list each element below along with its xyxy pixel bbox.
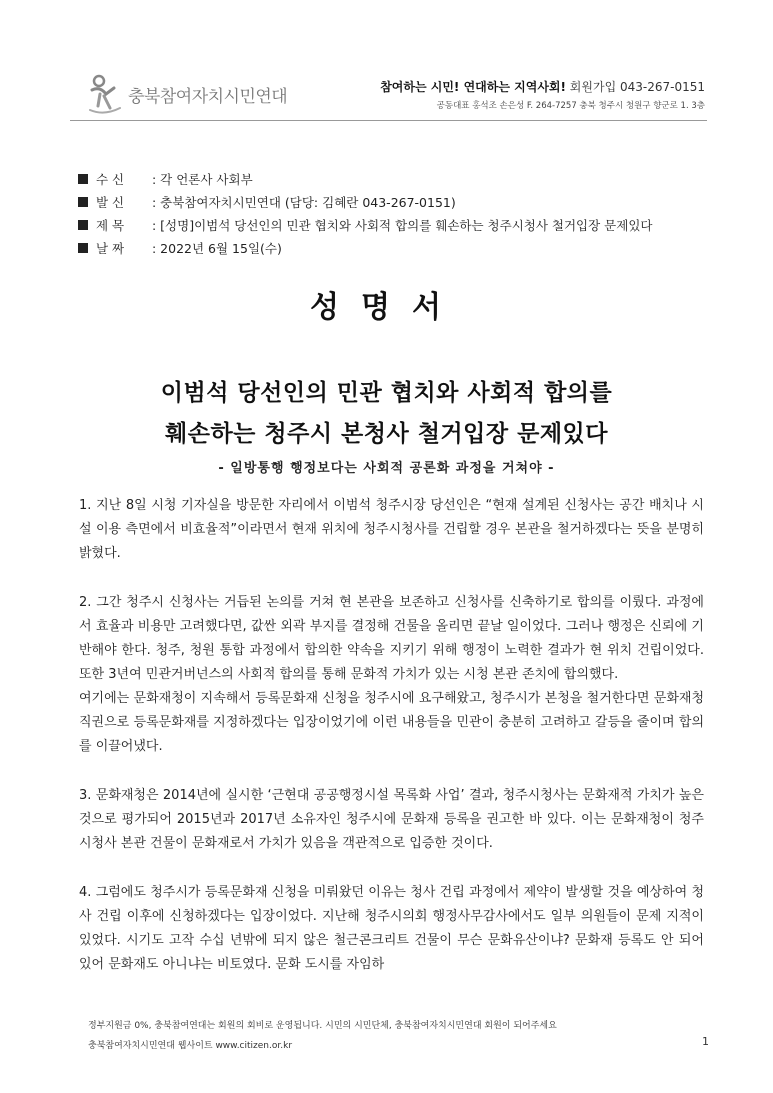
square-bullet-icon (78, 243, 88, 253)
org-logo (86, 72, 287, 116)
page-number: 1 (702, 1035, 709, 1048)
square-bullet-icon (78, 197, 88, 207)
headline-line-1: 이범석 당선인의 민관 협치와 사회적 합의를 (160, 380, 613, 406)
paragraph-2: 2. 그간 청주시 신청사는 거듭된 논의를 거쳐 현 본관을 보존하고 신청사를 신축하기로 합의를 이뤘다. 과정에서 효율과 비용만 고려했다면, 값싼 외곽 부지를 결정해 건물을 올리면 끝날 일이었다. 그러나 행정은 신뢰에 기반해야 한다. 청주, 청원 통합 과정에서 합의한 약속을 지키기 위해 행정이 노력한 결과가 현 위치 건립이었다. 또한 3년여 민관거버넌스의 사회적 합의를 통해 문화적 가치가 있는 시청 본관 존치에 합의했다. (79, 595, 704, 682)
meta-row-date (78, 237, 652, 260)
meta-key: 제 목 (96, 218, 125, 233)
meta-key: 날 짜 (96, 241, 125, 256)
meta-value: : [성명]이범석 당선인의 민관 협치와 사회적 합의를 훼손하는 청주시청사 철거입장 문제있다 (152, 218, 653, 233)
square-bullet-icon (78, 220, 88, 230)
footer-website: 충북참여자치시민연대 웹사이트 www.citizen.or.kr (88, 1041, 293, 1051)
meta-row-recipient (78, 168, 652, 191)
tagline-bold: 참여하는 시민! 연대하는 지역사회! (380, 80, 566, 94)
square-bullet-icon (78, 174, 88, 184)
meta-key: 수 신 (96, 172, 125, 187)
meta-row-subject (78, 214, 652, 237)
headline-line-2: 훼손하는 청주시 본청사 철거입장 문제있다 (165, 421, 608, 447)
header-info (380, 78, 705, 111)
footer (88, 1016, 557, 1056)
meta-value: : 충북참여자치시민연대 (담당: 김혜란 043-267-0151) (152, 195, 456, 210)
org-name: 충북참여자치시민연대 (128, 86, 288, 107)
paragraph-3: 3. 문화재청은 2014년에 실시한 ‘근현대 공공행정시설 목록화 사업’ 결과, 청주시청사는 문화재적 가치가 높은 것으로 평가되어 2015년과 2017년 소유자인 청주시에 문화재 등록을 권고한 바 있다. 이는 문화재청이 청주시청사 본관 건물이 문화재로서 가치가 있음을 객관적으로 입증한 것이다. (79, 788, 704, 851)
org-logo-icon (86, 72, 124, 116)
paragraph-2-cont: 여기에는 문화재청이 지속해서 등록문화재 신청을 청주시에 요구해왔고, 청주시가 본청을 철거한다면 문화재청 직권으로 등록문화재를 지정하겠다는 입장이었기에 이런 내용들을 민관이 충분히 고려하고 갈등을 줄이며 합의를 이끌어냈다. (79, 691, 704, 754)
tagline (380, 78, 705, 95)
meta-value: : 각 언론사 사회부 (152, 172, 253, 187)
subtitle: - 일방통행 행정보다는 사회적 공론화 과정을 거쳐야 - (218, 461, 555, 476)
meta-key: 발 신 (96, 195, 125, 210)
statement-body (79, 494, 704, 977)
address: 공동대표 홍석조 손은성 F. 264-7257 충북 청주시 청원구 향군로 1. 3층 (436, 101, 705, 111)
meta-block (78, 168, 652, 260)
footer-notice: 정부지원금 0%, 충북참여연대는 회원의 회비로 운영됩니다. 시민의 시민단체, 충북참여자치시민연대 회원이 되어주세요 (88, 1021, 557, 1031)
paragraph-1: 1. 지난 8일 시청 기자실을 방문한 자리에서 이범석 청주시장 당선인은 “현재 설계된 신청사는 공간 배치나 시설 이용 측면에서 비효율적”이라면서 현재 위치에 청주시청사를 건립할 경우 본관을 철거하겠다는 뜻을 분명히 밝혔다. (79, 498, 704, 561)
meta-row-sender (78, 191, 652, 214)
document-type-title: 성명서 (310, 290, 463, 325)
meta-value: : 2022년 6월 15일(수) (152, 241, 282, 256)
header-divider (70, 120, 707, 121)
tagline-contact: 회원가입 043-267-0151 (565, 80, 705, 94)
paragraph-4: 4. 그럼에도 청주시가 등록문화재 신청을 미뤄왔던 이유는 청사 건립 과정에서 제약이 발생할 것을 예상하여 청사 건립 이후에 신청하겠다는 입장이었다. 지난해 청주시의회 행정사무감사에서도 일부 의원들이 문제 지적이 있었다. 시기도 고작 수십 년밖에 되지 않은 철근콘크리트 건물이 무슨 문화유산이냐? 문화재 등록도 안 되어 있어 문화재도 아니냐는 비토였다. 문화 도시를 자임하 (79, 885, 704, 972)
